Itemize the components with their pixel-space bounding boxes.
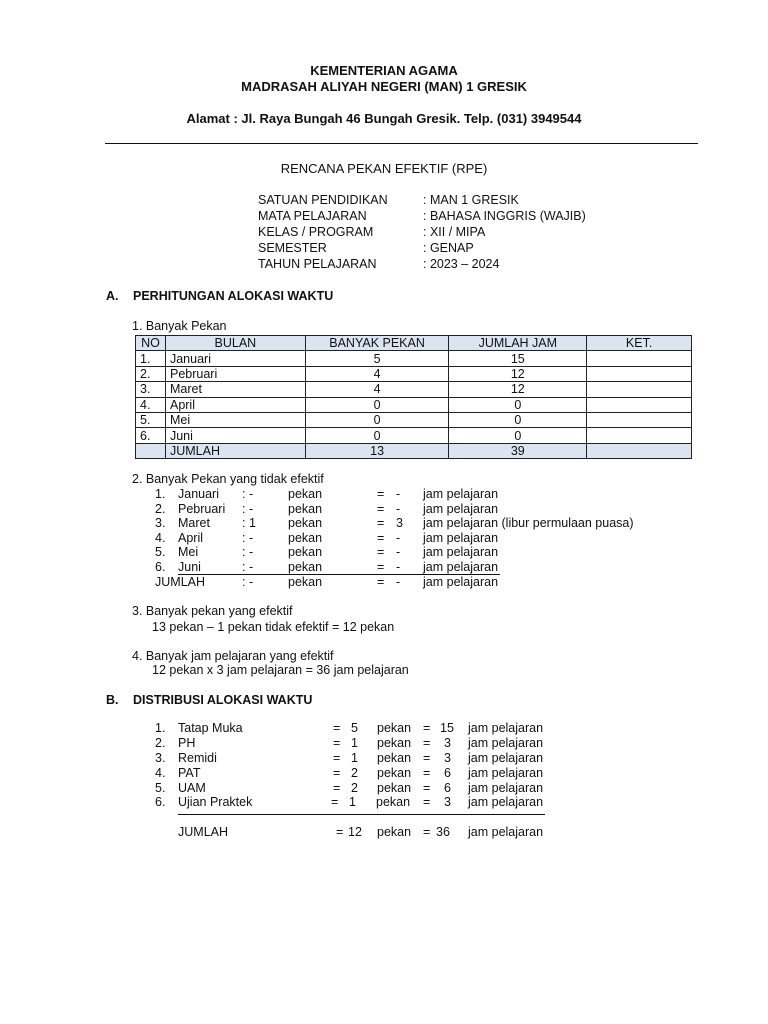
- cell-month: Pebruari: [165, 366, 305, 381]
- cell-month: April: [165, 397, 305, 412]
- row-count: : -: [242, 545, 254, 559]
- row-no: 5.: [155, 781, 166, 795]
- cell-hours: 0: [449, 397, 587, 412]
- school-heading: MADRASAH ALIYAH NEGERI (MAN) 1 GRESIK: [241, 79, 527, 94]
- cell-weeks: 5: [305, 351, 449, 366]
- row-hours: 3: [444, 751, 451, 765]
- identity-value: : BAHASA INGGRIS (WAJIB): [423, 209, 586, 223]
- row-unit: pekan: [288, 516, 323, 530]
- ministry-heading: KEMENTERIAN AGAMA: [310, 63, 458, 78]
- identity-label: SEMESTER: [258, 241, 327, 255]
- cell-no: 2.: [136, 366, 166, 381]
- row-value: -: [396, 487, 401, 501]
- row-equals: =: [333, 721, 341, 735]
- row-desc: jam pelajaran: [468, 721, 544, 735]
- total-weeks: 12: [348, 825, 362, 839]
- section-b-title: DISTRIBUSI ALOKASI WAKTU: [133, 693, 313, 707]
- row-hours: 3: [444, 736, 451, 750]
- row-count: : -: [242, 502, 254, 516]
- row-value: 3: [396, 516, 403, 530]
- cell-month: Mei: [165, 412, 305, 427]
- list-item: [0, 516, 768, 531]
- table-total-row: [136, 443, 692, 458]
- table-row: [136, 351, 692, 366]
- total-equals2: =: [423, 825, 431, 839]
- row-weeks: 1: [351, 736, 358, 750]
- row-no: 4.: [155, 531, 166, 545]
- row-equals: =: [333, 736, 341, 750]
- total-unit: pekan: [288, 575, 323, 589]
- row-equals: =: [377, 487, 385, 501]
- row-no: 3.: [155, 751, 166, 765]
- row-activity: Remidi: [178, 751, 217, 765]
- identity-value: : 2023 – 2024: [423, 257, 500, 271]
- total-count: : -: [242, 575, 254, 589]
- cell-no: 4.: [136, 397, 166, 412]
- item4-label: 4. Banyak jam pelajaran yang efektif: [132, 649, 334, 663]
- row-activity: Tatap Muka: [178, 721, 243, 735]
- row-equals: =: [377, 545, 385, 559]
- row-weeks: 2: [351, 766, 358, 780]
- row-unit: pekan: [376, 795, 411, 809]
- cell-total-weeks: 13: [305, 443, 449, 458]
- cell-total-label: JUMLAH: [165, 443, 305, 458]
- cell-no: 1.: [136, 351, 166, 366]
- row-no: 1.: [155, 721, 166, 735]
- list-item: [0, 766, 768, 781]
- row-desc: jam pelajaran: [468, 751, 544, 765]
- row-activity: PAT: [178, 766, 201, 780]
- identity-label: MATA PELAJARAN: [258, 209, 367, 223]
- cell-ket: [587, 428, 692, 443]
- row-no: 5.: [155, 545, 166, 559]
- row-no: 2.: [155, 736, 166, 750]
- row-month: April: [178, 531, 204, 545]
- header-no: NO: [136, 336, 166, 351]
- cell-weeks: 0: [305, 397, 449, 412]
- row-value: -: [396, 545, 401, 559]
- row-unit: pekan: [377, 751, 412, 765]
- row-no: 4.: [155, 766, 166, 780]
- row-equals2: =: [423, 795, 431, 809]
- identity-label: SATUAN PENDIDIKAN: [258, 193, 388, 207]
- list-item: [0, 751, 768, 766]
- section-a-letter: A.: [106, 289, 119, 303]
- cell-ket: [587, 412, 692, 427]
- cell-ket: [587, 443, 692, 458]
- row-hours: 6: [444, 781, 451, 795]
- table-row: [136, 428, 692, 443]
- row-unit: pekan: [377, 766, 412, 780]
- row-activity: UAM: [178, 781, 206, 795]
- cell-month: Januari: [165, 351, 305, 366]
- cell-hours: 0: [449, 428, 587, 443]
- sum-divider: [178, 814, 545, 815]
- identity-label: TAHUN PELAJARAN: [258, 257, 377, 271]
- row-unit: pekan: [377, 721, 412, 735]
- row-value: -: [396, 560, 401, 574]
- cell-ket: [587, 382, 692, 397]
- section-b-letter: B.: [106, 693, 119, 707]
- row-desc: jam pelajaran: [423, 545, 499, 559]
- total-hours: 36: [436, 825, 450, 839]
- row-activity: Ujian Praktek: [178, 795, 253, 809]
- list-item: [0, 560, 768, 575]
- row-equals: =: [333, 766, 341, 780]
- cell-no: 3.: [136, 382, 166, 397]
- row-equals: =: [377, 560, 385, 574]
- row-desc: jam pelajaran: [423, 487, 499, 501]
- cell-no: [136, 443, 166, 458]
- total-unit: pekan: [377, 825, 412, 839]
- cell-weeks: 4: [305, 382, 449, 397]
- row-unit: pekan: [288, 487, 323, 501]
- row-value: -: [396, 531, 401, 545]
- cell-hours: 12: [449, 366, 587, 381]
- list-total: [0, 825, 768, 840]
- cell-weeks: 0: [305, 428, 449, 443]
- document-title: RENCANA PEKAN EFEKTIF (RPE): [280, 161, 488, 176]
- row-unit: pekan: [288, 502, 323, 516]
- cell-month: Juni: [165, 428, 305, 443]
- row-no: 1.: [155, 487, 166, 501]
- row-no: 6.: [155, 795, 166, 809]
- row-count: : -: [242, 487, 254, 501]
- table-row: [136, 366, 692, 381]
- section-a-title: PERHITUNGAN ALOKASI WAKTU: [133, 289, 334, 303]
- cell-hours: 12: [449, 382, 587, 397]
- cell-month: Maret: [165, 382, 305, 397]
- row-month: Juni: [178, 560, 201, 574]
- row-month: Maret: [178, 516, 210, 530]
- row-month: Januari: [178, 487, 219, 501]
- list-item: [0, 545, 768, 560]
- row-activity: PH: [178, 736, 196, 750]
- row-month: Mei: [178, 545, 199, 559]
- table-row: [136, 382, 692, 397]
- list-total: [0, 575, 768, 590]
- header-bulan: BULAN: [165, 336, 305, 351]
- row-equals: =: [377, 516, 385, 530]
- row-unit: pekan: [377, 781, 412, 795]
- cell-no: 6.: [136, 428, 166, 443]
- total-label: JUMLAH: [155, 575, 206, 589]
- identity-value: : GENAP: [423, 241, 474, 255]
- table-row: [136, 412, 692, 427]
- row-desc: jam pelajaran: [468, 795, 544, 809]
- row-equals2: =: [423, 781, 431, 795]
- row-count: : -: [242, 531, 254, 545]
- row-desc: jam pelajaran: [423, 502, 499, 516]
- row-desc: jam pelajaran: [468, 736, 544, 750]
- row-equals: =: [333, 781, 341, 795]
- list-item: [0, 736, 768, 751]
- row-unit: pekan: [288, 560, 323, 574]
- row-desc: jam pelajaran: [468, 766, 544, 780]
- row-hours: 6: [444, 766, 451, 780]
- total-equals: =: [336, 825, 344, 839]
- row-equals2: =: [423, 751, 431, 765]
- list-item: [0, 487, 768, 502]
- row-weeks: 1: [351, 751, 358, 765]
- identity-value: : XII / MIPA: [423, 225, 486, 239]
- cell-no: 5.: [136, 412, 166, 427]
- row-unit: pekan: [288, 545, 323, 559]
- row-month: Pebruari: [178, 502, 226, 516]
- total-value: -: [396, 575, 401, 589]
- address-line: Alamat : Jl. Raya Bungah 46 Bungah Gresik. Telp. (031) 3949544: [186, 111, 582, 126]
- cell-ket: [587, 397, 692, 412]
- list-item: [0, 795, 768, 810]
- row-hours: 15: [440, 721, 454, 735]
- row-unit: pekan: [377, 736, 412, 750]
- cell-total-hours: 39: [449, 443, 587, 458]
- row-equals: =: [377, 531, 385, 545]
- item3-calc: 13 pekan – 1 pekan tidak efektif = 12 pekan: [152, 620, 395, 634]
- row-equals2: =: [423, 766, 431, 780]
- header-divider: [105, 143, 698, 144]
- row-equals2: =: [423, 721, 431, 735]
- total-desc: jam pelajaran: [423, 575, 499, 589]
- row-weeks: 2: [351, 781, 358, 795]
- item1-label: 1. Banyak Pekan: [132, 319, 227, 333]
- list-item: [0, 781, 768, 796]
- row-weeks: 5: [351, 721, 358, 735]
- table-header-row: [136, 336, 692, 351]
- list-item: [0, 502, 768, 517]
- item2-label: 2. Banyak Pekan yang tidak efektif: [132, 472, 324, 486]
- row-no: 3.: [155, 516, 166, 530]
- row-equals: =: [377, 502, 385, 516]
- table-row: [136, 397, 692, 412]
- cell-hours: 0: [449, 412, 587, 427]
- cell-weeks: 0: [305, 412, 449, 427]
- row-desc: jam pelajaran: [423, 560, 499, 574]
- row-count: : 1: [242, 516, 256, 530]
- header-ket: KET.: [587, 336, 692, 351]
- list-item: [0, 721, 768, 736]
- cell-ket: [587, 366, 692, 381]
- row-count: : -: [242, 560, 254, 574]
- cell-ket: [587, 351, 692, 366]
- cell-hours: 15: [449, 351, 587, 366]
- identity-label: KELAS / PROGRAM: [258, 225, 374, 239]
- row-weeks: 1: [349, 795, 356, 809]
- item4-calc: 12 pekan x 3 jam pelajaran = 36 jam pelajaran: [152, 663, 409, 677]
- row-value: -: [396, 502, 401, 516]
- row-desc: jam pelajaran (libur permulaan puasa): [423, 516, 634, 530]
- identity-value: : MAN 1 GRESIK: [423, 193, 519, 207]
- row-equals2: =: [423, 736, 431, 750]
- row-desc: jam pelajaran: [468, 781, 544, 795]
- row-hours: 3: [444, 795, 451, 809]
- total-equals: =: [377, 575, 385, 589]
- row-no: 6.: [155, 560, 166, 574]
- list-item: [0, 531, 768, 546]
- row-equals: =: [331, 795, 339, 809]
- cell-weeks: 4: [305, 366, 449, 381]
- row-desc: jam pelajaran: [423, 531, 499, 545]
- item3-label: 3. Banyak pekan yang efektif: [132, 604, 293, 618]
- total-label: JUMLAH: [178, 825, 229, 839]
- row-unit: pekan: [288, 531, 323, 545]
- row-equals: =: [333, 751, 341, 765]
- header-jumlah-jam: JUMLAH JAM: [449, 336, 587, 351]
- total-desc: jam pelajaran: [468, 825, 544, 839]
- header-banyak-pekan: BANYAK PEKAN: [305, 336, 449, 351]
- banyak-pekan-table: [135, 335, 692, 459]
- row-no: 2.: [155, 502, 166, 516]
